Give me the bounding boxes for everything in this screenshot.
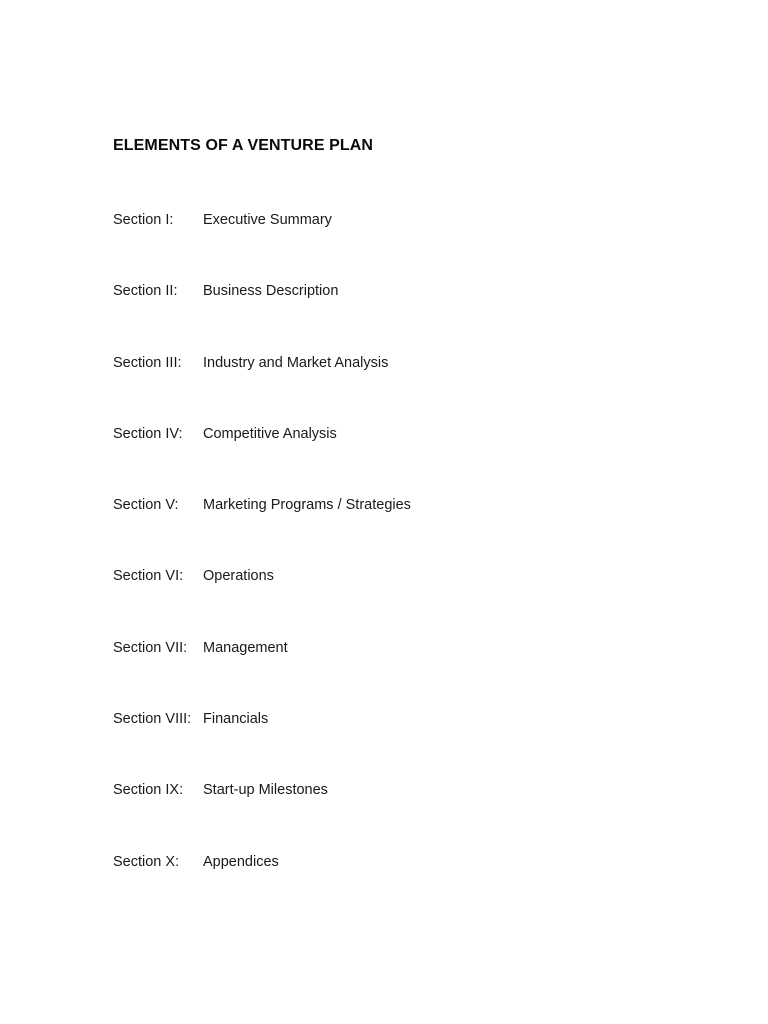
section-name: Competitive Analysis <box>203 425 337 442</box>
section-label: Section I: <box>113 212 174 228</box>
section-name: Operations <box>203 568 274 585</box>
section-label: Section VIII: <box>113 711 192 728</box>
section-name: Appendices <box>203 853 279 870</box>
section-name: Marketing Programs / Strategies <box>203 497 411 514</box>
section-name: Financials <box>203 711 269 728</box>
section-name: Business Description <box>203 283 339 300</box>
section-label: Section VII: <box>113 639 188 656</box>
section-label: Section III: <box>113 354 182 371</box>
section-name: Industry and Market Analysis <box>203 354 389 371</box>
section-name: Start-up Milestones <box>203 782 328 799</box>
section-name: Executive Summary <box>203 212 332 228</box>
section-label: Section IV: <box>113 425 183 442</box>
section-label: Section X: <box>113 853 180 870</box>
section-label: Section VI: <box>113 568 184 585</box>
section-label: Section V: <box>113 497 179 514</box>
section-label: Section IX: <box>113 782 184 799</box>
document-title: ELEMENTS OF A VENTURE PLAN <box>113 137 374 154</box>
section-name: Management <box>203 639 288 656</box>
section-label: Section II: <box>113 283 178 300</box>
